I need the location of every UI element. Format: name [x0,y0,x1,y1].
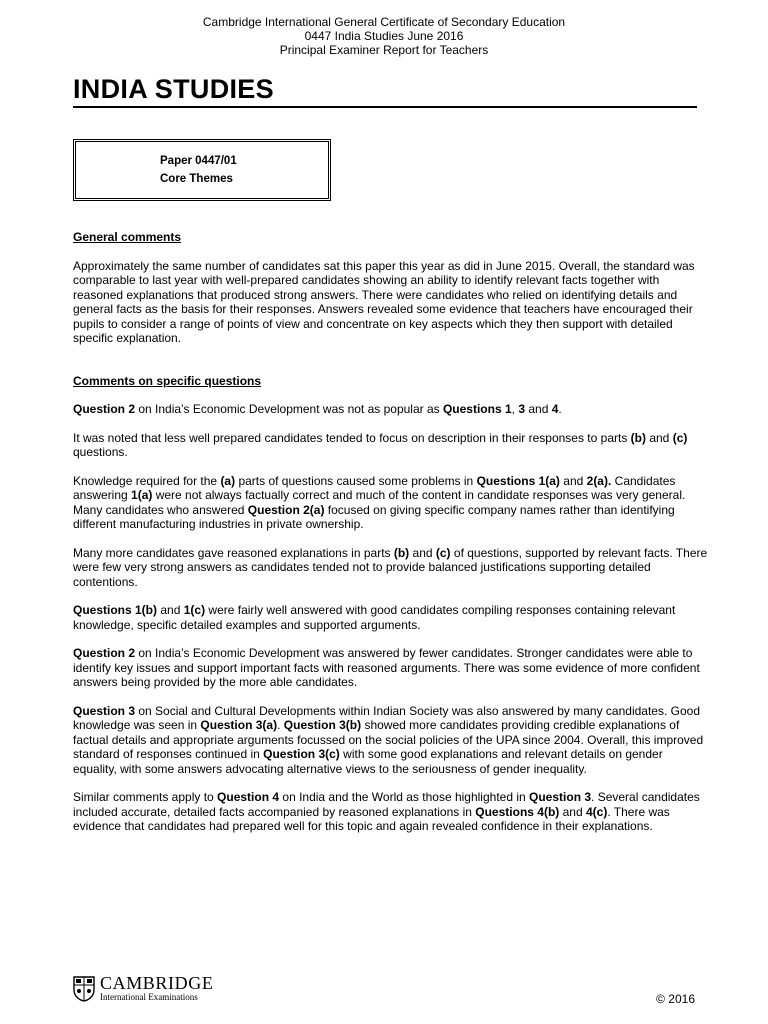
header-line-1: Cambridge International General Certificate of Secondary Education [202,15,566,29]
title-rule [73,106,697,108]
report-body [73,230,709,834]
paper-code: Paper 0447/01 [160,155,237,167]
paper-theme: Core Themes [160,173,233,185]
general-comments-heading: General comments [73,230,182,244]
specific-comments-heading: Comments on specific questions [73,373,262,388]
logo-main-text: CAMBRIDGE [100,973,214,993]
crest-icon [73,976,95,1002]
header-line-2: 0447 India Studies June 2016 [304,29,464,43]
paragraph-2: It was noted that less well prepared candidates tended to focus on description in their responses to parts (b) and (c) questions. [73,430,688,459]
paragraph-4: Many more candidates gave reasoned explanations in parts (b) and (c) of questions, supported by relevant facts. There were few very strong answers as candidates tended not to provide balanced justifications supporting detailed contentions. [73,545,708,589]
paragraph-8: Similar comments apply to Question 4 on India and the World as those highlighted in Question 3. Several candidates included accurate, detailed facts accompanied by reasoned explanations in Questions 4(b) and 4(c). There was evidence that candidates had prepared well for this topic and again revealed confidence in their explanations. [73,790,700,833]
paragraph-1: Question 2 on India’s Economic Development was not as popular as Questions 1, 3 and 4. [73,402,562,416]
paragraph-6: Question 2 on India’s Economic Development was answered by fewer candidates. Stronger candidates were able to identify key issues and support important facts with reasoned arguments. There was some evidence of more confident answers being provided by the more able candidates. [73,646,700,689]
paragraph-3: Knowledge required for the (a) parts of questions caused some problems in Questions 1(a) and 2(a). Candidates answering 1(a) were not always factually correct and much of the content in candidate responses was very general. Many candidates who answered Question 2(a) focused on giving specific company names rather than identifying different manufacturing industries in private ownership. [73,473,686,531]
header-line-3: Principal Examiner Report for Teachers [279,43,489,57]
copyright: © 2016 [656,992,695,1006]
paragraph-7: Question 3 on Social and Cultural Developments within Indian Society was also answered by many candidates. Good knowledge was seen in Question 3(a). Question 3(b) showed more candidates providing credible explanations of factual details and appropriate arguments focussed on the social policies of the UPA since 2004. Overall, this improved standard of responses continued in Question 3(c) with some good explanations and relevant details on gender equality, with some answers advocating alternative views to the seriousness of gender inequality. [73,703,704,776]
paragraph-5: Questions 1(b) and 1(c) were fairly well answered with good candidates compiling responses containing relevant knowledge, specific detailed examples and supported arguments. [73,603,676,632]
page-title: INDIA STUDIES [73,74,274,104]
cambridge-logo [73,974,213,1003]
logo-sub-text: International Examinations [100,992,198,1002]
paper-info-box [73,139,331,201]
report-header [0,15,768,57]
general-comments-text: Approximately the same number of candidates sat this paper this year as did in June 2015. Overall, the standard was comparable to last year with well-prepared candidates showing an ability to identify relevant facts together with reasoned explanations that produced strong answers. There were candidates who relied on identifying details and general facts as the basis for their responses. Answers revealed some evidence that teachers have encouraged their pupils to consider a range of points of view and concentrate on key aspects which they then support with detailed specific explanation. [73,258,695,345]
